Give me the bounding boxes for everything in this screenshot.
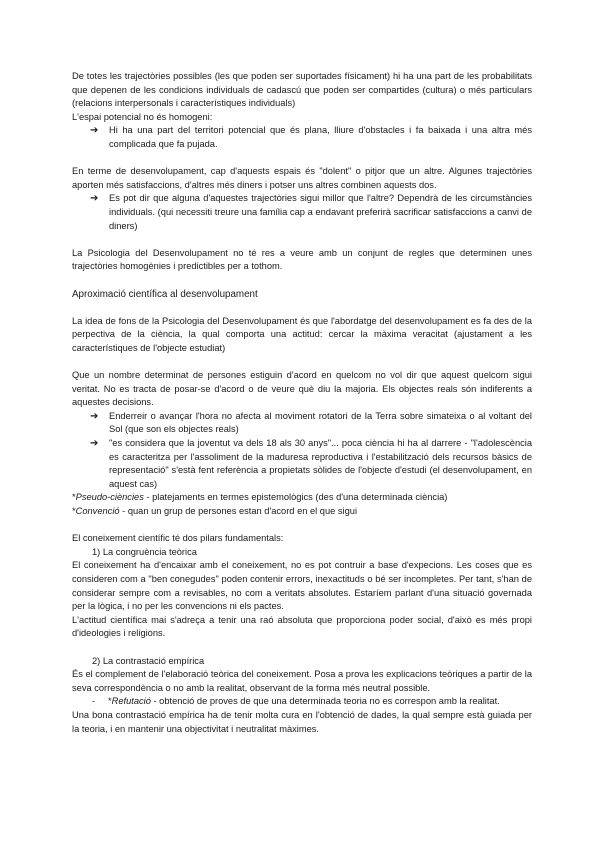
arrow-list-item bbox=[72, 410, 532, 437]
definition-term: Refutació bbox=[111, 696, 151, 707]
paragraph: Una bona contrastació empírica ha de tenir molta cura en l'obtenció de dades, la qual sempre està guiada per la teoria, i en mantenir una objectivitat i neutralitat màximes. bbox=[72, 709, 532, 734]
arrow-list-item bbox=[72, 124, 532, 151]
paragraph: Que un nombre determinat de persones estiguin d'acord en quelcom no vol dir que aquest quelcom sigui veritat. No es tracta de posar-se d'acord o de veure què diu la majoria. Els objectes reals són indiferents a aquestes decisions. bbox=[72, 370, 532, 408]
list-item-text: Es pot dir que alguna d'aquestes trajectòries sigui millor que l'altre? Dependrà de les circumstàncies individuals. (qui necessiti treure una família cap a endavant preferirà sacrificar satisfaccions a canvi de diners) bbox=[109, 193, 532, 231]
definition-line: *Pseudo-ciències - platejaments en termes epistemològics (des d'una determinada ciència) bbox=[72, 492, 448, 503]
arrow-list-item bbox=[72, 437, 532, 491]
paragraph: El coneixement científic té dos pilars fundamentals: bbox=[72, 533, 284, 544]
arrow-icon: ➔ bbox=[90, 125, 99, 137]
paragraph: En terme de desenvolupament, cap d'aquests espais és "dolent" o pitjor que un altre. Algunes trajectòries aporten més satisfaccions, d'altres més diners i potser uns altres combinen aquests dos. bbox=[72, 166, 532, 190]
paragraph: És el complement de l'elaboració teòrica del coneixement. Posa a prova les explicacions teòriques a partir de la seva correspondència o no amb la realitat, observant de la forma més neutral possible. bbox=[72, 669, 532, 693]
paragraph: La idea de fons de la Psicologia del Desenvolupament és que l'abordatge del desenvolupament es fa des de la perpectiva de la ciència, la qual comporta una actitud: cercar la màxima veracitat (ajustament a les característiques de l'objecte estudiat) bbox=[72, 315, 532, 353]
arrow-list-item bbox=[72, 192, 532, 233]
section-heading: Aproximació científica al desenvolupament bbox=[72, 288, 258, 300]
dash-bullet: - bbox=[92, 696, 96, 707]
definition-term: Pseudo-ciències bbox=[75, 492, 144, 503]
list-item-text: Hi ha una part del territori potencial que és plana, lliure d'obstacles i fa baixada i una altra més complicada que fa pujada. bbox=[109, 125, 532, 149]
numbered-item: 2) La contrastació empírica bbox=[92, 655, 205, 666]
arrow-icon: ➔ bbox=[90, 410, 99, 422]
numbered-item: 1) La congruència teòrica bbox=[92, 546, 197, 557]
dash-list-item: - *Refutació - obtenció de proves de que una determinada teoria no es correspon amb la realitat. bbox=[72, 695, 532, 709]
paragraph: El coneixement ha d'encaixar amb el coneixement, no es pot contruir a base d'expecions. Les coses que es consideren com a "ben conegudes" poden contenir errors, inexactituds o bé ser incompletes. Per tant, s'han de considerar sempre com a revisables, no com a veritats absolutes. Estaríem parlant d'una situació governada per la lògica, i no per les convencions ni els pactes. bbox=[72, 560, 532, 612]
list-item-text: "es considera que la joventut va dels 18 als 30 anys"... poca ciència hi ha al darrere - "l'adolescència es caracteritza per l'assoliment de la maduresa reproductiva i l'estabilització dels recursos bàsics de representació" s'està fent referència a propietats sòlides de l'objecte d'estudi (el desenvolupament, en aquest cas) bbox=[109, 438, 532, 489]
definition-line: *Convenció - quan un grup de persones estan d'acord en el que sigui bbox=[72, 506, 358, 516]
paragraph: La Psicologia del Desenvolupament no té res a veure amb un conjunt de regles que determinen unes trajectòries homogènies i predictibles per a tothom. bbox=[72, 247, 532, 272]
list-item-text: Enderreir o avançar l'hora no afecta al moviment rotatori de la Terra sobre simateixa o al voltant del Sol (que son els objectes reals) bbox=[109, 410, 532, 435]
arrow-icon: ➔ bbox=[90, 438, 99, 450]
paragraph: L'espai potencial no és homogeni: bbox=[72, 111, 213, 122]
arrow-icon: ➔ bbox=[90, 193, 99, 205]
definition-term: Convenció bbox=[75, 506, 120, 516]
paragraph: De totes les trajectòries possibles (les que poden ser suportades físicament) hi ha una part de les probabilitats que depenen de les condicions individuals de cadascú que poden ser compartides (cultura) o més particulars (relacions interpersonals i característiques individuals) bbox=[72, 71, 532, 109]
paragraph: L'actitud científica mai s'adreça a tenir una raó absoluta que proporciona poder social, d'això es més propi d'ideologies i religions. bbox=[72, 614, 532, 639]
document-body bbox=[72, 70, 532, 736]
